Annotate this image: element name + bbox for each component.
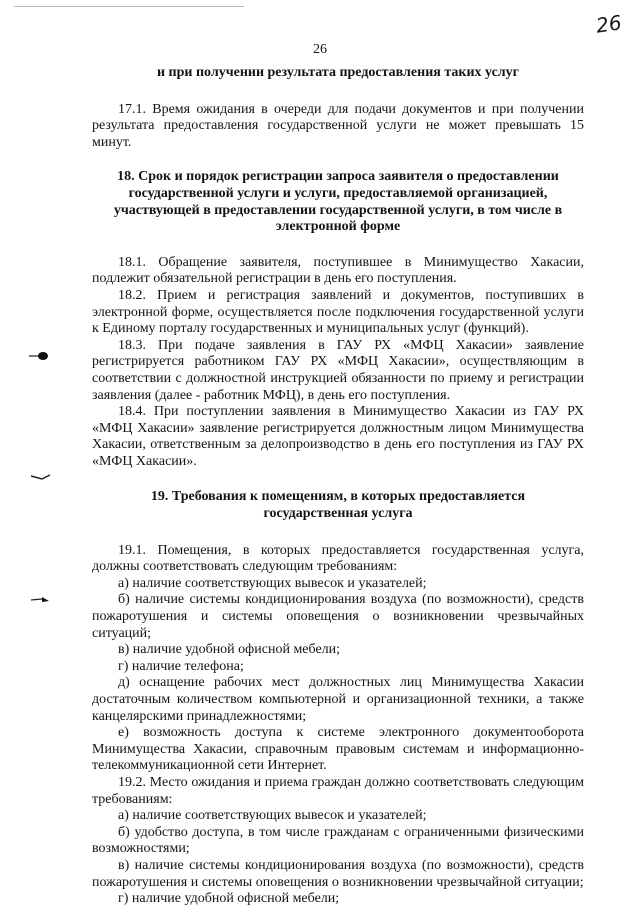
paragraph-19-2: 19.2. Место ожидания и приема граждан должно соответствовать следующим требованиям:: [92, 774, 584, 807]
list-item: в) наличие системы кондиционирования воздуха (по возможности), средств пожаротушения и системы оповещения о возникновении чрезвычайной ситуации;: [92, 857, 584, 890]
paragraph-18-1: 18.1. Обращение заявителя, поступившее в Минимущество Хакасии, подлежит обязательной регистрации в день его поступления.: [92, 254, 584, 287]
margin-mark-3: [30, 595, 52, 605]
margin-mark-1: [28, 350, 50, 362]
paragraph-18-3: 18.3. При подаче заявления в ГАУ РХ «МФЦ Хакасии» заявление регистрируется работником ГАУ РХ «МФЦ Хакасии», осуществляющим в соответствии с должностной инструкцией обязанности по приему и регистрации заявления (далее - работник МФЦ), в день его поступления.: [92, 337, 584, 403]
list-item: д) оснащение рабочих мест должностных лиц Минимущества Хакасии достаточным количеством компьютерной и организационной техники, а также канцелярскими принадлежностями;: [92, 675, 584, 724]
paragraph-18-4: 18.4. При поступлении заявления в Минимущество Хакасии из ГАУ РХ «МФЦ Хакасии» заявление регистрируется должностным лицом Минимущества Хакасии, ответственным за делопроизводство в день его поступления из ГАУ РХ «МФЦ Хакасии».: [92, 404, 584, 469]
list-item: а) наличие соответствующих вывесок и указателей;: [118, 808, 427, 824]
requirements-list-19-1: [92, 576, 584, 775]
handwritten-page-number: 26: [594, 10, 623, 38]
paragraph-18-2: 18.2. Прием и регистрация заявлений и документов, поступивших в электронной форме, осуществляется после подключения государственной услуги к Единому порталу государственных и муниципальных услуг (функций).: [92, 287, 584, 337]
document-body: [92, 65, 584, 908]
margin-mark-2: [30, 473, 52, 483]
list-item: а) наличие соответствующих вывесок и указателей;: [118, 575, 427, 591]
list-item: е) возможность доступа к системе электронного документооборота Минимущества Хакасии, справочным правовым системам и информационно-телекоммуникационной сети Интернет.: [92, 725, 584, 774]
requirements-list-19-2: [92, 808, 584, 908]
section-heading-18: 18. Срок и порядок регистрации запроса заявителя о предоставлении государственной услуги и услуги, предоставляемой организацией, участвующей в предоставлении государственной услуги, в том числе в электронной форме: [113, 169, 563, 235]
list-item: г) наличие телефона;: [118, 658, 244, 674]
paragraph-17-1: 17.1. Время ожидания в очереди для подачи документов и при получении результата предоставления государственной услуги не может превышать 15 минут.: [92, 101, 584, 150]
list-item: б) удобство доступа, в том числе гражданам с ограниченными физическими возможностями;: [92, 824, 584, 857]
list-item: в) наличие удобной офисной мебели;: [118, 642, 341, 658]
list-item: г) наличие удобной офисной мебели;: [118, 891, 340, 907]
list-item: б) наличие системы кондиционирования воздуха (по возможности), средств пожаротушения и системы оповещения о возникновении чрезвычайных ситуаций;: [92, 592, 584, 641]
paragraph-19-1: 19.1. Помещения, в которых предоставляется государственная услуга, должны соответствовать следующим требованиям:: [92, 542, 584, 575]
section-heading-19: 19. Требования к помещениям, в которых предоставляется государственная услуга: [150, 489, 526, 522]
section-heading-continued: и при получении результата предоставления таких услуг: [156, 65, 520, 80]
scan-edge-line: [14, 6, 244, 7]
page-number: 26: [313, 42, 327, 57]
